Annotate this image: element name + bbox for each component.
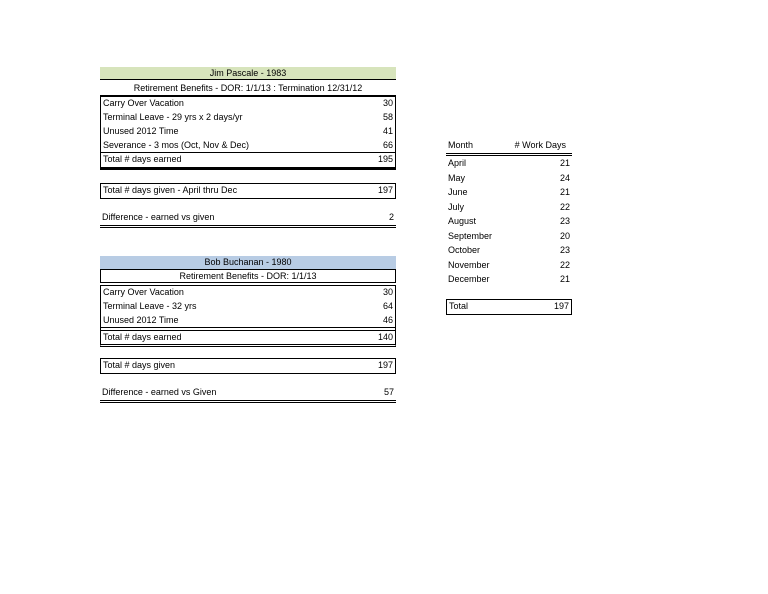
bob-row-2 (101, 314, 395, 328)
jim-subtitle-wrap (100, 81, 396, 96)
month-name: September (448, 230, 493, 241)
bob-subtitle: Retirement Benefits - DOR: 1/1/13 (100, 269, 396, 283)
row-value: 197 (377, 360, 393, 370)
month-name: November (448, 259, 490, 270)
month-row (446, 156, 572, 171)
bob-total-given-box (100, 358, 396, 374)
month-name: December (448, 274, 490, 284)
month-days: 21 (559, 274, 570, 284)
row-label: Carry Over Vacation (103, 98, 184, 108)
month-row (446, 171, 572, 186)
bob-row-0 (101, 286, 395, 300)
bob-row-1 (101, 300, 395, 314)
month-name: May (448, 172, 466, 183)
month-name: October (448, 245, 481, 255)
jim-total-given (101, 184, 395, 198)
month-days: 21 (559, 158, 570, 168)
row-value: 57 (383, 387, 394, 397)
month-name: July (448, 201, 465, 212)
row-value: 195 (377, 154, 393, 164)
month-days: 23 (559, 245, 570, 255)
month-row (446, 200, 572, 215)
row-value: 64 (382, 301, 393, 311)
work-days-header-label: # Work Days (514, 140, 566, 150)
row-value: 140 (377, 332, 393, 342)
month-days: 20 (559, 230, 570, 241)
row-value: 46 (382, 315, 393, 325)
month-days: 21 (559, 187, 570, 197)
row-label: Difference - earned vs Given (102, 387, 217, 397)
jim-benefits-table (100, 96, 396, 170)
row-label: Severance - 3 mos (Oct, Nov & Dec) (103, 140, 250, 150)
month-name: June (448, 187, 468, 197)
work-days-header (446, 139, 572, 156)
jim-total-given-box (100, 183, 396, 199)
row-value: 30 (382, 98, 393, 108)
row-value: 2 (388, 212, 394, 222)
jim-difference (100, 211, 396, 225)
month-row (446, 229, 572, 244)
total-value: 197 (553, 301, 569, 311)
bob-difference-box (100, 386, 396, 403)
bob-benefits-table (100, 285, 396, 347)
jim-row-1 (101, 111, 395, 125)
row-label: Total # days earned (103, 154, 182, 164)
month-header: Month (448, 140, 474, 150)
row-value: 58 (382, 112, 393, 122)
month-row (446, 258, 572, 273)
month-row (446, 214, 572, 229)
work-days-total (447, 300, 571, 314)
total-label: Total (449, 301, 469, 311)
month-row (446, 185, 572, 200)
jim-difference-box (100, 211, 396, 228)
month-days: 22 (559, 201, 570, 212)
row-label: Unused 2012 Time (103, 126, 179, 136)
work-days-total-box (446, 299, 572, 315)
jim-subtitle: Retirement Benefits - DOR: 1/1/13 : Termination 12/31/12 (133, 83, 363, 93)
row-label: Terminal Leave - 29 yrs x 2 days/yr (103, 112, 243, 122)
row-label: Unused 2012 Time (103, 315, 179, 325)
row-label: Difference - earned vs given (102, 212, 215, 222)
bob-title: Bob Buchanan - 1980 (100, 256, 396, 269)
bob-total-earned (101, 330, 395, 344)
month-row (446, 243, 572, 258)
bob-total-given (101, 359, 395, 373)
jim-total-earned-underline (100, 167, 396, 169)
month-name: August (448, 216, 477, 226)
row-label: Total # days given - April thru Dec (103, 185, 238, 195)
jim-title: Jim Pascale - 1983 (100, 67, 396, 80)
jim-row-0 (101, 97, 395, 111)
jim-row-3 (101, 139, 395, 153)
work-days-table (446, 139, 572, 287)
month-row (446, 272, 572, 287)
row-label: Terminal Leave - 32 yrs (103, 301, 197, 311)
jim-row-2 (101, 125, 395, 139)
row-value: 41 (382, 126, 393, 136)
row-value: 66 (382, 140, 393, 150)
row-label: Carry Over Vacation (103, 287, 184, 297)
month-name: April (448, 158, 467, 168)
bob-difference (100, 386, 396, 400)
month-days: 23 (559, 216, 570, 226)
month-days: 22 (559, 259, 570, 270)
month-days: 24 (559, 172, 570, 183)
row-label: Total # days earned (103, 332, 182, 342)
row-value: 30 (382, 287, 393, 297)
row-label: Total # days given (103, 360, 176, 370)
row-value: 197 (377, 185, 393, 195)
